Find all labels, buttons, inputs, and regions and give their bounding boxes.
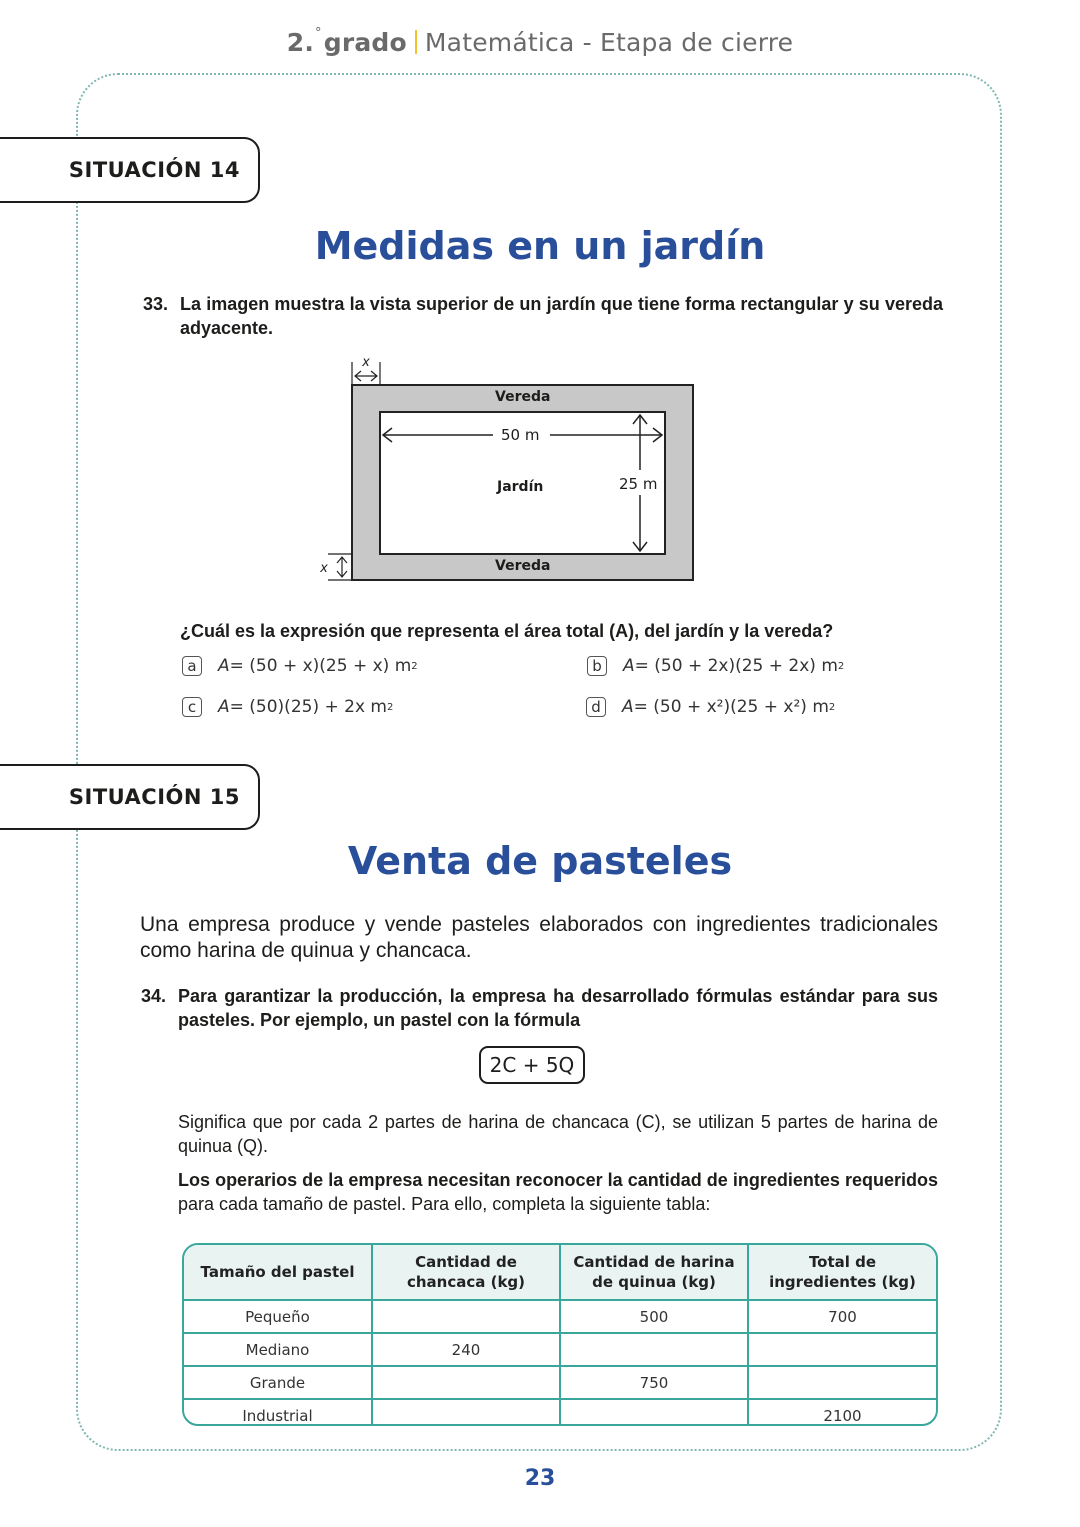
- option-d-expr: = (50 + x²)(25 + x²) m: [633, 697, 829, 717]
- grade-number: 2.: [286, 28, 315, 57]
- situation-15-label: SITUACIÓN 15: [68, 785, 240, 809]
- path-top-label: Vereda: [495, 389, 551, 405]
- formula-box: 2C + 5Q: [479, 1046, 585, 1084]
- ingredients-table: [182, 1243, 938, 1426]
- cell-total[interactable]: [748, 1333, 936, 1366]
- formula-meaning: Significa que por cada 2 partes de harina de chancaca (C), se utilizan 5 partes de harina de quinua (Q).: [178, 1112, 938, 1156]
- cell-size: Pequeño: [184, 1300, 372, 1333]
- option-b[interactable]: [587, 656, 844, 676]
- option-a[interactable]: [182, 656, 418, 676]
- option-c-sup: 2: [386, 701, 394, 713]
- page-header: [0, 28, 1080, 57]
- table-row: [184, 1366, 936, 1399]
- situation-14-label: SITUACIÓN 14: [68, 158, 240, 182]
- cell-size: Grande: [184, 1366, 372, 1399]
- cell-chancaca[interactable]: [372, 1300, 560, 1333]
- header-separator: [415, 30, 417, 54]
- option-c-var: A: [218, 697, 230, 717]
- table-row: [184, 1333, 936, 1366]
- table-row: [184, 1399, 936, 1426]
- path-bottom-label: Vereda: [495, 558, 551, 574]
- cell-total: 700: [748, 1300, 936, 1333]
- option-b-sup: 2: [837, 660, 845, 672]
- option-b-expr: = (50 + 2x)(25 + 2x) m: [634, 656, 838, 676]
- grade-word: grado: [323, 28, 407, 57]
- question-34-text: Para garantizar la producción, la empresa ha desarrollado fórmulas estándar para sus pasteles. Por ejemplo, un pastel con la fórmula: [178, 986, 938, 1030]
- table-header-row: [184, 1245, 936, 1300]
- cell-chancaca[interactable]: [372, 1399, 560, 1426]
- header-chancaca: Cantidad de chancaca (kg): [372, 1245, 560, 1300]
- situation-14-title: Medidas en un jardín: [314, 224, 766, 268]
- situation-14-tab: [0, 137, 260, 203]
- table-instruction: [178, 1168, 938, 1216]
- cell-quinoa: 500: [560, 1300, 748, 1333]
- question-34-number: 34.: [141, 986, 167, 1006]
- option-d-letter: d: [586, 697, 606, 717]
- option-d-var: A: [622, 697, 634, 717]
- cell-size: Industrial: [184, 1399, 372, 1426]
- table-row: [184, 1300, 936, 1333]
- subject-title: Matemática - Etapa de cierre: [424, 28, 794, 57]
- option-a-expr: = (50 + x)(25 + x) m: [229, 656, 412, 676]
- option-d-sup: 2: [828, 701, 836, 713]
- cell-size: Mediano: [184, 1333, 372, 1366]
- header-quinoa: Cantidad de harina de quinua (kg): [560, 1245, 748, 1300]
- garden-diagram-svg: [310, 350, 710, 590]
- cell-quinoa: 750: [560, 1366, 748, 1399]
- option-a-var: A: [218, 656, 230, 676]
- instruction-bold: Los operarios de la empresa necesitan reconocer la cantidad de ingredientes requeridos: [178, 1170, 938, 1190]
- header-size: Tamaño del pastel: [184, 1245, 372, 1300]
- question-33-text: La imagen muestra la vista superior de un jardín que tiene forma rectangular y su vereda adyacente.: [180, 294, 943, 338]
- option-b-letter: b: [587, 656, 607, 676]
- garden-diagram: [310, 350, 710, 590]
- situation-15-intro: Una empresa produce y vende pasteles elaborados con ingredientes tradicionales como harina de quinua y chancaca.: [140, 913, 938, 962]
- question-33-number: 33.: [143, 294, 169, 314]
- option-a-sup: 2: [411, 660, 418, 672]
- svg-text:x: x: [362, 355, 370, 370]
- question-33-prompt: ¿Cuál es la expresión que representa el área total (A), del jardín y la vereda?: [180, 621, 834, 641]
- situation-15-title: Venta de pasteles: [347, 839, 733, 883]
- instruction-rest: para cada tamaño de pastel. Para ello, completa la siguiente tabla:: [178, 1194, 711, 1214]
- cell-quinoa[interactable]: [560, 1333, 748, 1366]
- width-label: 50 m: [501, 426, 540, 444]
- svg-text:x: x: [320, 561, 328, 576]
- page-number: 23: [524, 1466, 556, 1491]
- question-33: [143, 292, 943, 340]
- cell-quinoa[interactable]: [560, 1399, 748, 1426]
- cell-chancaca: 240: [372, 1333, 560, 1366]
- option-b-var: A: [623, 656, 635, 676]
- grade-degree: °: [315, 26, 322, 41]
- option-c[interactable]: [182, 697, 393, 717]
- question-34: [141, 984, 938, 1032]
- height-label: 25 m: [619, 475, 658, 493]
- situation-15-tab: [0, 764, 260, 830]
- option-c-letter: c: [182, 697, 202, 717]
- cell-total[interactable]: [748, 1366, 936, 1399]
- cell-total: 2100: [823, 1406, 862, 1425]
- option-d[interactable]: [586, 697, 835, 717]
- cell-chancaca[interactable]: [372, 1366, 560, 1399]
- option-a-letter: a: [182, 656, 202, 676]
- header-total: Total de ingredientes (kg): [748, 1245, 936, 1300]
- option-c-expr: = (50)(25) + 2x m: [229, 697, 387, 717]
- garden-label: Jardín: [497, 479, 544, 495]
